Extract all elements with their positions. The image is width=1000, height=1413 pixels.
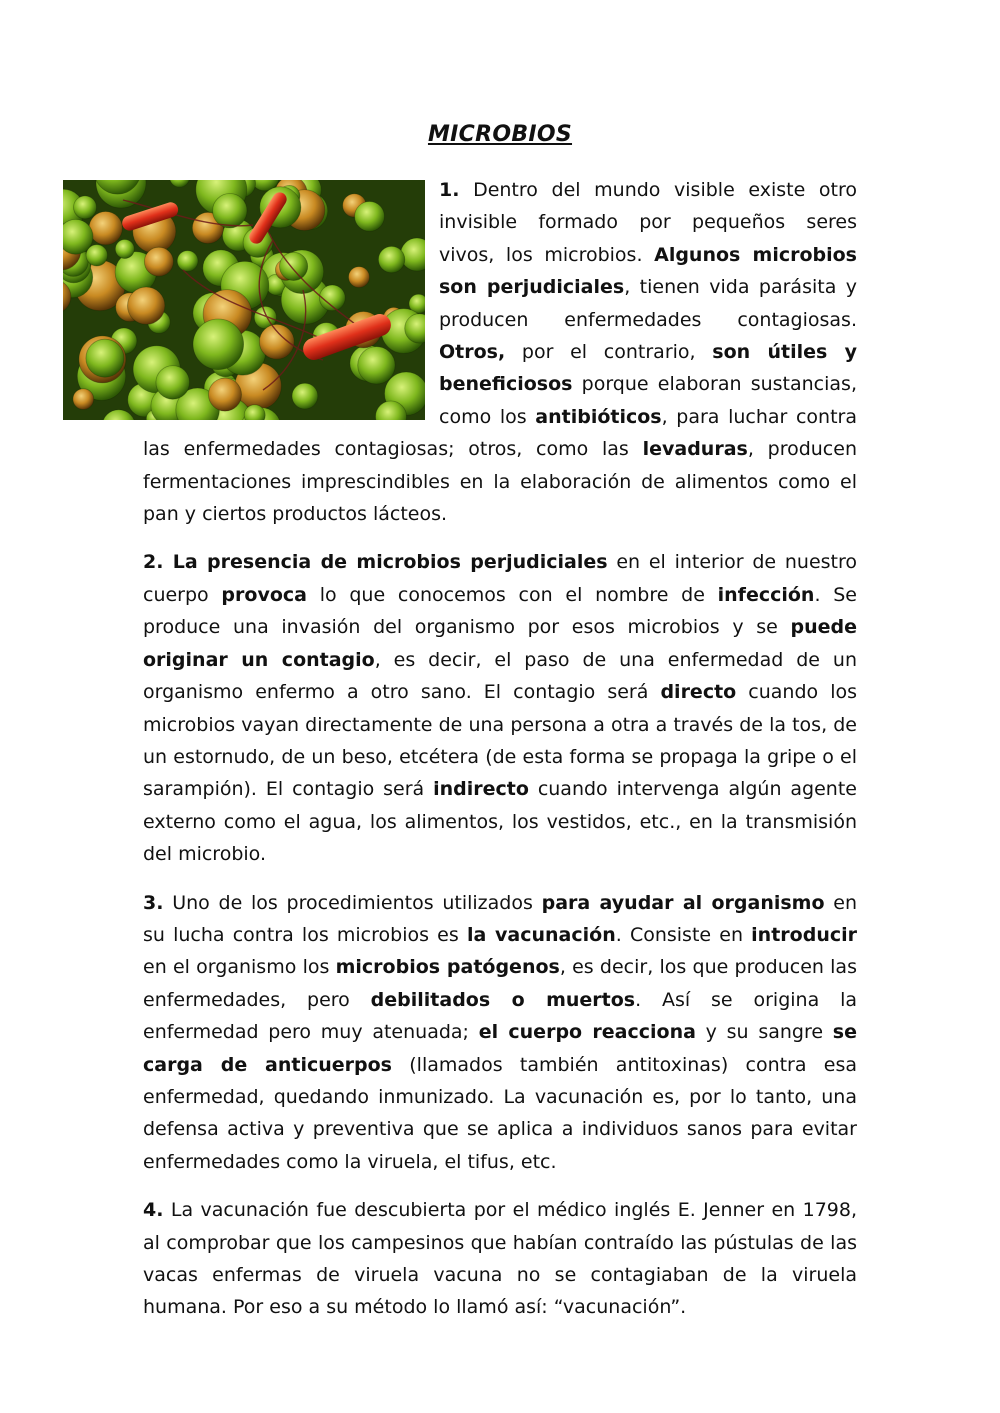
text-run: . Así se origina la enfermedad pero muy atenuada;: [143, 988, 857, 1044]
text-run: cuando intervenga algún agente externo como el agua, los alimentos, los vestidos, etc., en la transmisión del microbio.: [143, 778, 857, 866]
bold-text: introducir: [751, 923, 857, 946]
text-run: y su sangre: [695, 1021, 833, 1044]
bold-text: Algunos microbios son perjudiciales: [439, 243, 857, 299]
paragraph-4: [143, 1194, 857, 1324]
text-run: porque elaboran sustancias, como los: [439, 373, 857, 428]
article-body: [143, 174, 857, 1340]
text-run: (llamados también antitoxinas) contra esa enfermedad, quedando inmunizado. La vacunación es, por lo tanto, una defensa activa y preventiva que se aplica a individuos sanos para evitar enfermedades como la viruela, el tifus, etc.: [143, 1053, 858, 1173]
bold-text: microbios patógenos: [335, 956, 560, 979]
text-run: , es decir, los que producen las enfermedades, pero: [143, 956, 857, 1011]
bold-text: 2. La presencia de microbios perjudiciales: [143, 551, 608, 574]
text-run: lo que conocemos con el nombre de: [306, 583, 718, 606]
text-run: cuando los microbios vayan directamente de una persona a otra a través de la tos, de un estornudo, de un beso, etcétera (de esta forma se propaga la gripe o el sarampión). El contagio será: [143, 681, 857, 801]
bold-text: debilitados o muertos: [370, 988, 636, 1011]
text-run: . Consiste en: [615, 923, 752, 946]
text-run: en el interior de nuestro cuerpo: [143, 551, 858, 606]
microbes-illustration: [63, 180, 425, 420]
bold-text: 4.: [143, 1199, 164, 1222]
bold-text: indirecto: [433, 778, 529, 801]
paragraph-2: [143, 546, 857, 870]
bold-text: para ayudar al organismo: [541, 891, 825, 914]
text-run: . Se produce una invasión del organismo por esos microbios y se: [143, 583, 857, 639]
bold-text: directo: [660, 681, 737, 704]
text-run: en el organismo los: [143, 956, 336, 979]
text-run: , producen fermentaciones imprescindibles en la elaboración de alimentos como el pan y ciertos productos lácteos.: [143, 438, 857, 526]
bold-text: 1.: [439, 179, 460, 201]
bold-text: infección: [717, 583, 815, 606]
bold-text: la vacunación: [466, 923, 616, 946]
bold-text: son útiles y beneficiosos: [439, 341, 857, 396]
page-title: MICROBIOS: [427, 122, 573, 147]
paragraph-3: [143, 887, 857, 1179]
text-run: , para luchar contra las enfermedades contagiosas; otros, como las: [143, 405, 857, 461]
bold-text: Otros,: [439, 341, 506, 364]
bold-text: provoca: [221, 583, 307, 606]
text-run: Dentro del mundo visible existe otro invisible formado por pequeños seres vivos, los microbios.: [439, 179, 857, 266]
bold-text: 3.: [143, 891, 164, 914]
text-run: La vacunación fue descubierta por el médico inglés E. Jenner en 1798, al comprobar que los campesinos que habían contraído las pústulas de las vacas enfermas de viruela vacuna no se contagiaban de la viruela humana. Por eso a su método lo llamó así: “vacunación”.: [143, 1199, 857, 1319]
text-run: , tienen vida parásita y producen enfermedades contagiosas.: [439, 276, 857, 331]
text-run: , es decir, el paso de una enfermedad de un organismo enfermo a otro sano. El contagio será: [143, 648, 857, 704]
bold-text: se carga de anticuerpos: [143, 1021, 857, 1076]
text-run: en su lucha contra los microbios es: [143, 891, 857, 946]
paragraph-1: [143, 174, 857, 530]
bold-text: levaduras: [642, 438, 748, 461]
text-run: por el contrario,: [505, 341, 713, 364]
text-run: Uno de los procedimientos utilizados: [163, 891, 542, 914]
bold-text: el cuerpo reacciona: [478, 1021, 696, 1044]
bold-text: antibióticos: [535, 405, 662, 428]
bold-text: puede originar un contagio: [143, 616, 857, 671]
